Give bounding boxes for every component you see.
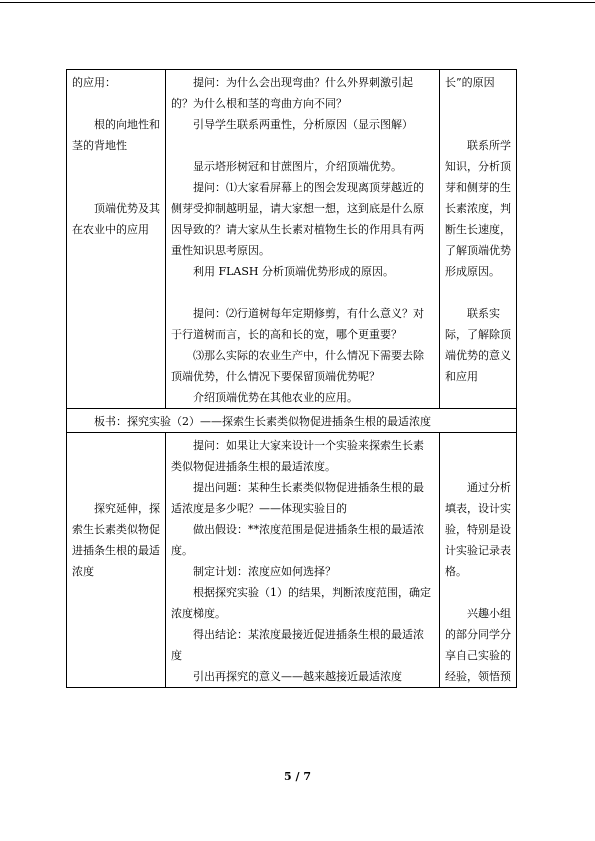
activity-text: 引导学生联系两重性，分析原因（显示图解） [193, 118, 413, 131]
activity-text: 提问：如果让大家来设计一个实验来探索生长素类似物促进插条生根的最适浓度。 [171, 439, 424, 473]
intent-cell [440, 433, 517, 688]
activity-text: 介绍顶端优势在其他农业的应用。 [193, 391, 358, 404]
activity-text: 显示塔形树冠和甘蔗图片，介绍顶端优势。 [193, 160, 402, 173]
activity-text: 提问：⑴大家看屏幕上的图会发现离顶芽越近的侧芽受抑制越明显，请大家想一想，这到底是什么原因导致的？请大家从生长素对植物生长的作用具有两重性知识思考原因。 [171, 181, 424, 257]
topic-cell [67, 70, 166, 409]
header-rule [0, 2, 595, 3]
activity-text: ⑶那么实际的农业生产中，什么情况下需要去除顶端优势，什么情况下要保留顶端优势呢？ [171, 349, 424, 383]
activity-text: 提出问题：某种生长素类似物促进插条生根的最适浓度是多少呢？——体现实验目的 [171, 481, 424, 515]
topic-text: 顶端优势及其在农业中的应用 [72, 202, 160, 236]
activity-text: 制定计划：浓度应如何选择？ [193, 565, 336, 578]
activity-text: 提问：为什么会出现弯曲？什么外界刺激引起的？为什么根和茎的弯曲方向不同？ [171, 76, 413, 110]
board-row [67, 409, 517, 433]
activity-text: 根据探究实验（1）的结果，判断浓度范围，确定浓度梯度。 [171, 586, 431, 620]
activity-text: 利用 FLASH 分析顶端优势形成的原因。 [193, 265, 395, 278]
activity-text: 提问：⑵行道树每年定期修剪，有什么意义？对于行道树而言，长的高和长的宽，哪个更重要？ [171, 307, 424, 341]
lesson-table [66, 69, 517, 688]
activity-text: 引出再探究的意义——越来越接近最适浓度 [193, 670, 402, 683]
topic-text: 根的向地性和茎的背地性 [72, 118, 160, 152]
intent-text: 联系所学知识，分析顶芽和侧芽的生长素浓度，判断生长速度，了解顶端优势形成原因。 [445, 139, 511, 278]
teacher-activity-cell [166, 433, 440, 688]
table-row [67, 70, 517, 409]
topic-text: 的应用： [72, 76, 116, 89]
intent-text: 联系实际，了解除顶端优势的意义和应用 [445, 307, 511, 383]
topic-text: 探究延伸，探索生长素类似物促进插条生根的最适浓度 [72, 502, 160, 578]
intent-text: 长”的原因 [445, 76, 495, 89]
topic-cell [67, 433, 166, 688]
activity-text: 做出假设：**浓度范围是促进插条生根的最适浓度。 [171, 523, 424, 557]
activity-text: 得出结论：某浓度最接近促进插条生根的最适浓度 [171, 628, 424, 662]
intent-text: 通过分析填表，设计实验，特别是设计实验记录表格。 [445, 481, 511, 578]
intent-text: 兴趣小组的部分同学分享自己实验的经验，领悟预 [445, 607, 511, 683]
page-number: 5 / 7 [284, 770, 311, 783]
intent-cell [440, 70, 517, 409]
table-row [67, 433, 517, 688]
board-text: 板书：探究实验（2）——探索生长素类似物促进插条生根的最适浓度 [94, 415, 431, 428]
board-cell [67, 409, 517, 433]
teacher-activity-cell [166, 70, 440, 409]
